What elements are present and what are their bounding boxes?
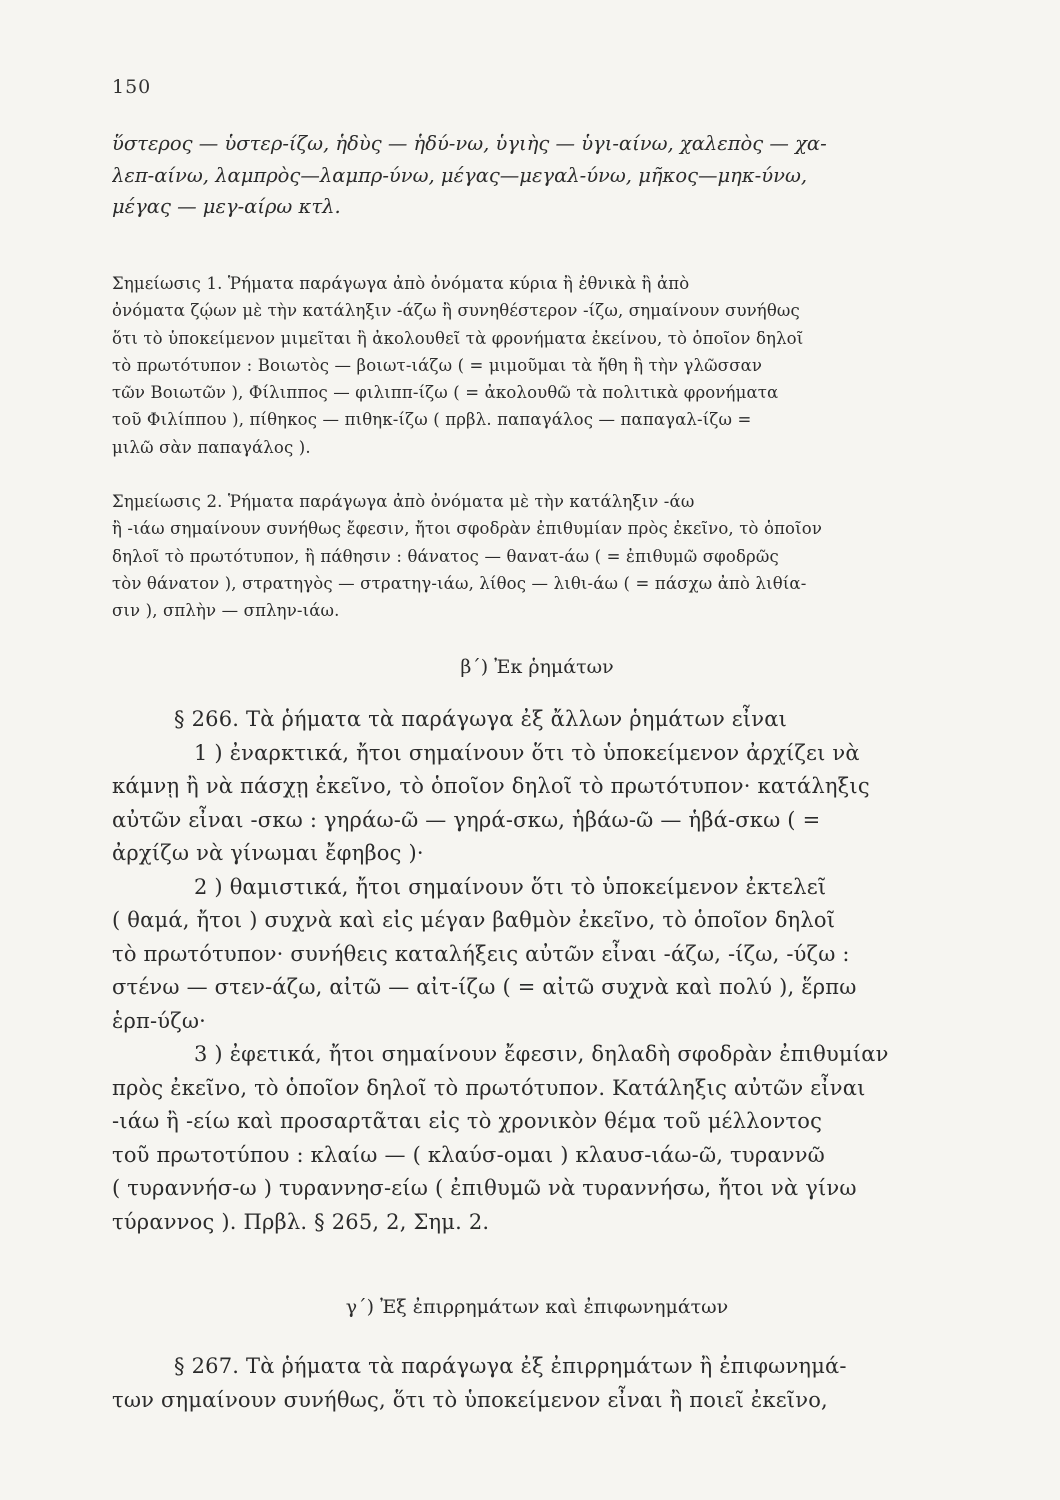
intro-paragraph <box>112 128 962 223</box>
text-line: τοῦ Φιλίππου ), πίθηκος — πιθηκ-ίζω ( πρβλ. παπαγάλος — παπαγαλ-ίζω = <box>112 410 752 430</box>
text-line: Σημείωσις 1. Ῥήματα παράγωγα ἀπὸ ὀνόματα κύρια ἢ ἐθνικὰ ἢ ἀπὸ <box>112 274 690 293</box>
text-line: ὕστερος — ὑστερ-ίζω, ἡδὺς — ἡδύ-νω, ὑγιὴς — ὑγι-αίνω, χαλεπὸς — χα- <box>112 132 827 155</box>
section-266 <box>112 703 962 1239</box>
section-267 <box>112 1350 962 1417</box>
text-line: των σημαίνουν συνήθως, ὅτι τὸ ὑποκείμενον εἶναι ἢ ποιεῖ ἐκεῖνο, <box>112 1387 828 1412</box>
text-line: ἑρπ-ύζω· <box>112 1008 207 1033</box>
text-line: πρὸς ἐκεῖνο, τὸ ὁποῖον δηλοῖ τὸ πρωτότυπον. Κατάληξις αὐτῶν εἶναι <box>112 1075 866 1100</box>
text-line: σιν ), σπλὴν — σπλην-ιάω. <box>112 601 340 621</box>
text-line: τῶν Βοιωτῶν ), Φίλιππος — φιλιππ-ίζω ( = ἀκολουθῶ τὰ πολιτικὰ φρονήματα <box>112 383 779 403</box>
text-line: ὅτι τὸ ὑποκείμενον μιμεῖται ἢ ἀκολουθεῖ τὰ φρονήματα ἐκείνου, τὸ ὁποῖον δηλοῖ <box>112 328 804 348</box>
section-heading-b: β΄) Ἐκ ῥημάτων <box>460 656 614 678</box>
text-line: λεπ-αίνω, λαμπρὸς—λαμπρ-ύνω, μέγας—μεγαλ-ύνω, μῆκος—μηκ-ύνω, <box>112 163 808 187</box>
text-line: κάμνῃ ἢ νὰ πάσχῃ ἐκεῖνο, τὸ ὁποῖον δηλοῖ τὸ πρωτότυπον· κατάληξις <box>112 774 870 798</box>
text-line: ( τυραννήσ-ω ) τυραννησ-είω ( ἐπιθυμῶ νὰ τυραννήσω, ἤτοι νὰ γίνω <box>112 1176 857 1200</box>
note-1 <box>112 270 962 461</box>
text-line: 1 ) ἐναρκτικά, ἤτοι σημαίνουν ὅτι τὸ ὑποκείμενον ἀρχίζει νὰ <box>194 740 860 765</box>
text-line: στένω — στεν-άζω, αἰτῶ — αἰτ-ίζω ( = αἰτῶ συχνὰ καὶ πολύ ), ἕρπω <box>112 975 857 999</box>
text-line: 3 ) ἐφετικά, ἤτοι σημαίνουν ἔφεσιν, δηλαδὴ σφοδρὰν ἐπιθυμίαν <box>194 1042 889 1066</box>
text-line: -ιάω ἢ -είω καὶ προσαρτᾶται εἰς τὸ χρονικὸν θέμα τοῦ μέλλοντος <box>112 1109 823 1133</box>
note-2 <box>112 488 962 624</box>
text-line: ἢ -ιάω σημαίνουν συνήθως ἔφεσιν, ἤτοι σφοδρὰν ἐπιθυμίαν πρὸς ἐκεῖνο, τὸ ὁποῖον <box>112 519 823 539</box>
text-line: § 267. Τὰ ῥήματα τὰ παράγωγα ἐξ ἐπιρρημάτων ἢ ἐπιφωνημά- <box>174 1354 847 1378</box>
text-line: Σημείωσις 2. Ῥήματα παράγωγα ἀπὸ ὀνόματα μὲ τὴν κατάληξιν -άω <box>112 492 695 511</box>
page-number: 150 <box>112 76 152 98</box>
text-line: § 266. Τὰ ῥήματα τὰ παράγωγα ἐξ ἄλλων ῥημάτων εἶναι <box>174 707 788 731</box>
text-line: 2 ) θαμιστικά, ἤτοι σημαίνουν ὅτι τὸ ὑποκείμενον ἐκτελεῖ <box>194 874 827 899</box>
text-line: μέγας — μεγ-αίρω κτλ. <box>112 195 341 218</box>
text-line: τὸ πρωτότυπον· συνήθεις καταλήξεις αὐτῶν εἶναι -άζω, -ίζω, -ύζω : <box>112 941 850 966</box>
text-line: ὀνόματα ζῴων μὲ τὴν κατάληξιν -άζω ἢ συνηθέστερον -ίζω, σημαίνουν συνήθως <box>112 301 800 321</box>
text-line: τὸν θάνατον ), στρατηγὸς — στρατηγ-ιάω, λίθος — λιθι-άω ( = πάσχω ἀπὸ λιθία- <box>112 573 807 593</box>
text-line: τύραννος ). Πρβλ. § 265, 2, Σημ. 2. <box>112 1209 490 1234</box>
text-line: τοῦ πρωτοτύπου : κλαίω — ( κλαύσ-ομαι ) κλαυσ-ιάω-ῶ, τυραννῶ <box>112 1142 825 1167</box>
text-line: ἀρχίζω νὰ γίνωμαι ἔφηβος )· <box>112 841 424 865</box>
text-line: δηλοῖ τὸ πρωτότυπον, ἢ πάθησιν : θάνατος — θανατ-άω ( = ἐπιθυμῶ σφοδρῶς <box>112 546 779 566</box>
text-line: μιλῶ σὰν παπαγάλος ). <box>112 437 311 457</box>
text-line: ( θαμά, ἤτοι ) συχνὰ καὶ εἰς μέγαν βαθμὸν ἐκεῖνο, τὸ ὁποῖον δηλοῖ <box>112 908 836 932</box>
text-line: αὐτῶν εἶναι -σκω : γηράω-ῶ — γηρά-σκω, ἡβάω-ῶ — ἡβά-σκω ( = <box>112 807 821 832</box>
text-line: τὸ πρωτότυπον : Βοιωτὸς — βοιωτ-ιάζω ( = μιμοῦμαι τὰ ἤθη ἢ τὴν γλῶσσαν <box>112 355 763 375</box>
section-heading-c: γ΄) Ἐξ ἐπιρρημάτων καὶ ἐπιφωνημάτων <box>345 1296 729 1318</box>
